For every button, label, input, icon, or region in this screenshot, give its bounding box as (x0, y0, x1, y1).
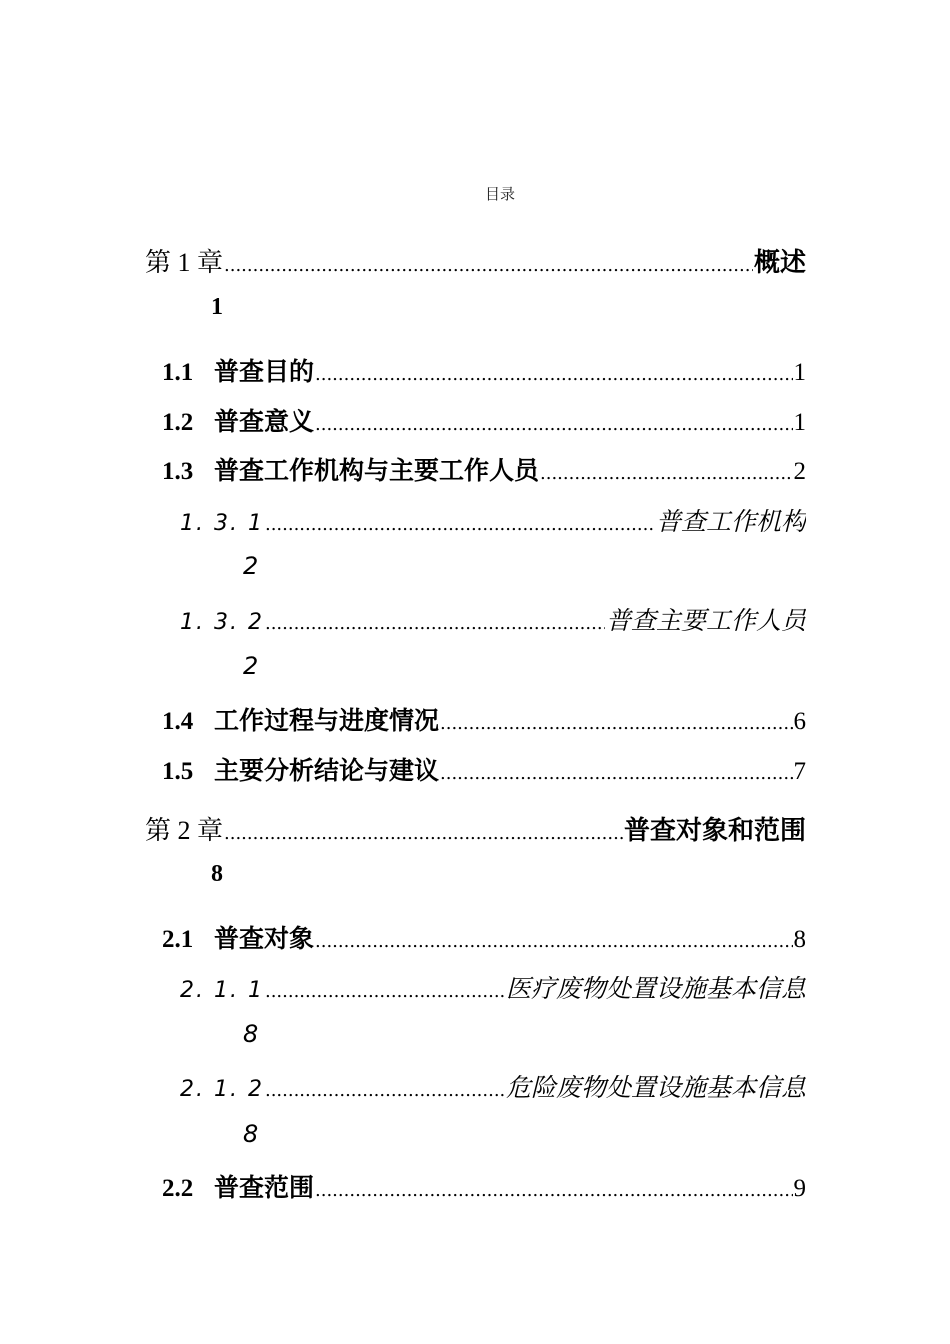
toc-dot-leader (265, 981, 505, 1002)
toc-entry-title: 普查范围 (214, 1173, 315, 1202)
toc-entry-label: 1.1 (162, 359, 194, 386)
toc-entry-subsection-1-3-2[interactable] (180, 601, 806, 637)
toc-entry-subsection-1-3-1[interactable] (180, 502, 806, 538)
toc-entry-title: 普查对象 (214, 924, 315, 953)
toc-dot-leader (440, 763, 792, 784)
toc-entry-chapter-1[interactable] (145, 242, 806, 279)
toc-dot-leader (315, 364, 792, 385)
toc-entry-page-number: 2 (243, 652, 259, 680)
toc-dot-leader (440, 713, 792, 734)
toc-dot-leader (265, 1080, 505, 1101)
toc-entry-page-number: 1 (793, 409, 806, 436)
toc-entry-label: 1.2 (162, 409, 194, 436)
toc-entry-page-number: 6 (793, 708, 806, 735)
toc-dot-leader (540, 463, 792, 484)
toc-entry-title: 普查工作机构 (655, 507, 806, 536)
toc-entry-page-number: 2 (793, 458, 806, 485)
toc-entry-section-1-2[interactable] (162, 402, 806, 438)
toc-entry-label: 1.5 (162, 758, 194, 785)
toc-entry-chapter-2[interactable] (145, 810, 806, 847)
toc-dot-leader (265, 613, 605, 634)
toc-entry-label: 1. 3. 1 (180, 511, 264, 536)
toc-entry-page-number: 9 (793, 1175, 806, 1202)
toc-dot-leader (265, 514, 655, 535)
toc-entry-page-number: 7 (793, 758, 806, 785)
toc-entry-section-2-2[interactable] (162, 1168, 806, 1204)
toc-dot-leader (315, 931, 792, 952)
toc-entry-label: 2. 1. 1 (180, 978, 264, 1003)
toc-entry-label: 1.4 (162, 708, 194, 735)
toc-entry-page-number: 2 (243, 552, 259, 580)
toc-entry-title: 主要分析结论与建议 (214, 756, 440, 785)
toc-entry-page-number: 8 (793, 926, 806, 953)
toc-entry-page-number: 8 (243, 1020, 259, 1048)
toc-entry-label: 1.3 (162, 458, 194, 485)
toc-entry-title: 概述 (753, 248, 806, 278)
toc-dot-leader (224, 255, 753, 276)
toc-entry-section-1-1[interactable] (162, 352, 806, 388)
toc-entry-title: 危险废物处置设施基本信息 (505, 1073, 806, 1102)
toc-entry-page-number: 1 (211, 294, 223, 320)
toc-entry-page-number: 8 (243, 1120, 259, 1148)
toc-entry-page-number: 8 (211, 861, 223, 887)
toc-entry-title: 普查对象和范围 (623, 816, 806, 846)
toc-entry-title: 工作过程与进度情况 (214, 706, 440, 735)
toc-dot-leader (315, 1180, 792, 1201)
toc-dot-leader (315, 414, 792, 435)
toc-entry-label: 2.2 (162, 1175, 194, 1202)
toc-entry-section-1-4[interactable] (162, 701, 806, 737)
toc-entry-title: 普查目的 (214, 357, 315, 386)
toc-entry-title: 医疗废物处置设施基本信息 (505, 974, 806, 1003)
toc-entry-label: 1. 3. 2 (180, 610, 264, 635)
toc-entry-subsection-2-1-1[interactable] (180, 969, 806, 1005)
toc-entry-label: 2.1 (162, 926, 194, 953)
toc-entry-section-2-1[interactable] (162, 919, 806, 955)
toc-entry-page-number: 1 (793, 359, 806, 386)
toc-entry-subsection-2-1-2[interactable] (180, 1068, 806, 1104)
toc-entry-label: 第 1 章 (145, 248, 224, 277)
toc-entry-title: 普查意义 (214, 407, 315, 436)
toc-entry-title: 普查主要工作人员 (605, 606, 806, 635)
toc-heading: 目录 (484, 185, 515, 203)
toc-dot-leader (224, 823, 623, 844)
toc-entry-section-1-5[interactable] (162, 751, 806, 787)
toc-entry-label: 第 2 章 (145, 816, 224, 845)
toc-entry-section-1-3[interactable] (162, 451, 806, 487)
toc-entry-label: 2. 1. 2 (180, 1077, 264, 1102)
toc-entry-title: 普查工作机构与主要工作人员 (214, 456, 540, 485)
